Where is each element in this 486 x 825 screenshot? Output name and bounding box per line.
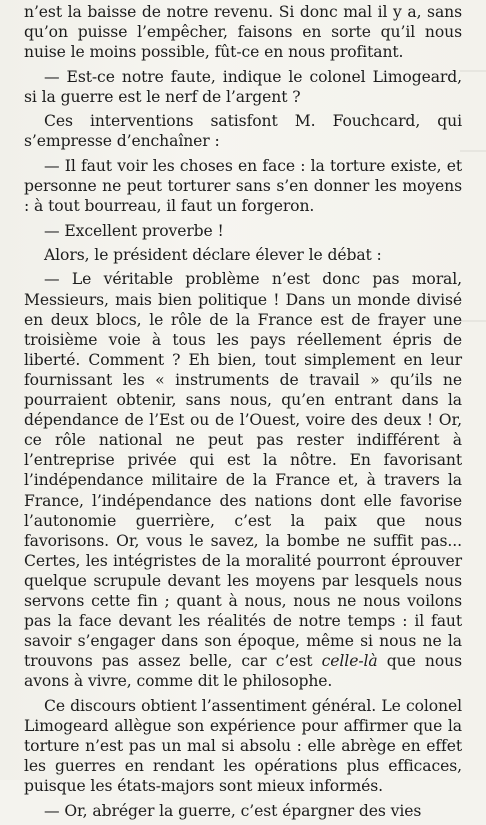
paragraph-fouchcard-intervention: Ces interventions satisfont M. Fouchcard, qui s’empresse d’enchaîner : (24, 112, 462, 151)
paragraph-general-assent: Ce discours obtient l’assentiment général. Le colonel Limogeard allègue son expérience pour affirmer que la torture n’est pas un mal si absolu : elle abrège en effet les guerres en rendant les opérations plus efficaces, puisque les états-majors sont mieux informés. (24, 696, 462, 796)
speech-text-end: que nous avons à vivre, comme dit le philosophe. (24, 652, 463, 691)
paragraph-proverb-reply: — Excellent proverbe ! (44, 221, 224, 240)
bleed-through-mark (460, 320, 486, 322)
paragraph-final-line: — Or, abréger la guerre, c’est épargner des vies (44, 801, 422, 820)
bleed-through-mark (460, 150, 486, 152)
paragraph-president-speech (24, 269, 462, 691)
page-text (24, 2, 462, 825)
speech-emphasis: celle-là (321, 652, 378, 671)
paragraph-torture-statement: — Il faut voir les choses en face : la torture existe, et personne ne peut torturer sans s’en donner les moyens : à tout bourreau, il faut un forgeron. (24, 156, 462, 216)
paragraph-colonel-remark: — Est-ce notre faute, indique le colonel Limogeard, si la guerre est le nerf de l’argent ? (24, 67, 462, 106)
paragraph-president-intro: Alors, le président déclare élever le débat : (44, 245, 382, 264)
speech-text-main: — Le véritable problème n’est donc pas moral, Messieurs, mais bien politique ! Dans un monde divisé en deux blocs, le rôle de la France est de frayer une troisième voie à tous les pays réellement épris de liberté. Comment ? Eh bien, tout simplement en leur fournissant les « instruments de travail » qu’ils ne pourraient obtenir, sans nous, qu’en entrant dans la dépendance de l’Est ou de l’Ouest, voire des deux ! Or, ce rôle national ne peut pas rester indifférent à l’entreprise privée qui est la nôtre. En favorisant l’indépendance militaire de la France et, à travers la France, l’indépendance des nations dont elle favorise l’autonomie guerrière, c’est la paix que nous favorisons. Or, vous le savez, la bombe ne suffit pas... Certes, les intégristes de la moralité pourront éprouver quelque scrupule devant les moyens par lesquels nous servons cette fin ; quant à nous, nous ne nous voilons pas la face devant les réalités de notre temps : il faut savoir s’engager dans son époque, même si nous ne la trouvons pas assez belle, car c’est (24, 270, 462, 671)
bleed-through-mark (460, 70, 486, 72)
paragraph-continuation: n’est la baisse de notre revenu. Si donc mal il y a, sans qu’on puisse l’empêcher, faisons en sorte qu’il nous nuise le moins possible, fût-ce en nous profitant. (24, 3, 462, 62)
